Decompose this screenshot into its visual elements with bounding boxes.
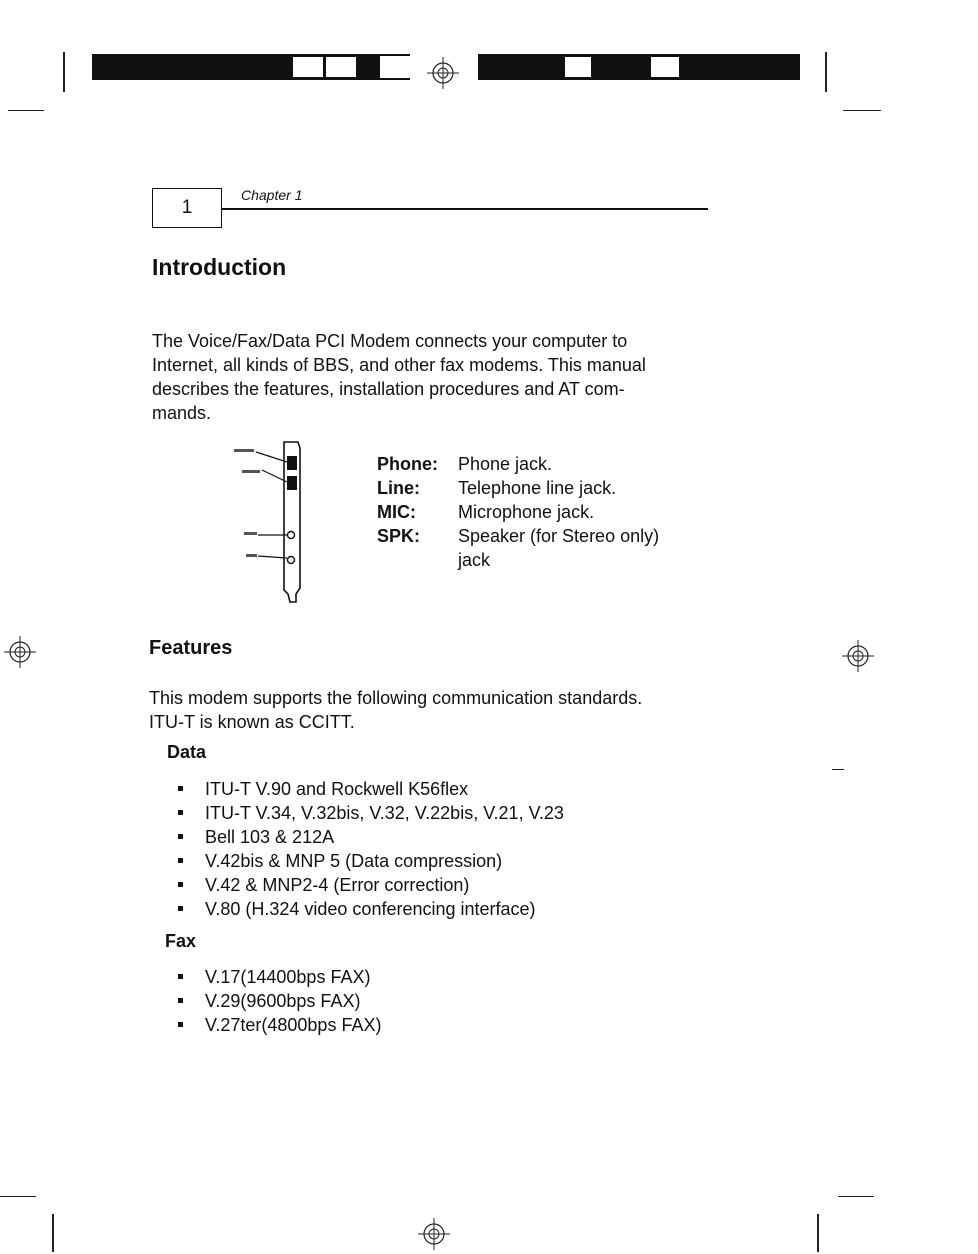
color-bar-left [92, 54, 410, 80]
jack-descriptions [377, 452, 688, 572]
crop-mark-left-upper [8, 110, 44, 111]
jack-key: Phone: [377, 454, 438, 474]
data-standards-list [178, 777, 564, 921]
chapter-number-box [152, 188, 222, 228]
features-heading: Features [149, 637, 233, 659]
intro-line: describes the features, installation procedures and AT com- [152, 379, 625, 399]
introduction-heading: Introduction [152, 254, 287, 280]
features-paragraph [149, 686, 642, 734]
list-item: V.17(14400bps FAX) [178, 965, 381, 989]
crop-mark-bottom-left [52, 1214, 54, 1252]
intro-line: The Voice/Fax/Data PCI Modem connects your computer to [152, 331, 628, 351]
modem-bracket-illustration [228, 440, 318, 611]
jack-value: Telephone line jack. [458, 478, 617, 498]
list-item: V.80 (H.324 video conferencing interface) [178, 897, 564, 921]
jack-key: SPK: [377, 526, 421, 546]
chapter-number: 1 [181, 197, 193, 218]
jack-row-mic [377, 500, 688, 524]
intro-line: Internet, all kinds of BBS, and other fax modems. This manual [152, 355, 646, 375]
crop-mark-right-lower [838, 1196, 874, 1197]
registration-mark-top-icon [425, 55, 461, 91]
jack-value: Phone jack. [458, 454, 553, 474]
registration-mark-bottom-icon [416, 1216, 452, 1252]
jack-row-spk [377, 524, 688, 572]
jack-row-phone [377, 452, 688, 476]
registration-mark-left-icon [2, 634, 38, 670]
features-line: ITU-T is known as CCITT. [149, 712, 355, 732]
crop-mark-top-left [63, 52, 65, 92]
intro-paragraph [152, 329, 646, 425]
fax-standards-list [178, 965, 381, 1037]
fax-heading: Fax [165, 931, 197, 951]
registration-mark-right-icon [840, 638, 876, 674]
jack-row-line [377, 476, 688, 500]
list-item: ITU-T V.90 and Rockwell K56flex [178, 777, 564, 801]
data-heading: Data [167, 742, 207, 762]
jack-key: Line: [377, 478, 420, 498]
chapter-rule [222, 208, 708, 210]
jack-value: Microphone jack. [458, 502, 595, 522]
list-item: Bell 103 & 212A [178, 825, 564, 849]
list-item: V.29(9600bps FAX) [178, 989, 381, 1013]
list-item: V.27ter(4800bps FAX) [178, 1013, 381, 1037]
crop-mark-left-lower [0, 1196, 36, 1197]
chapter-label: Chapter 1 [241, 187, 303, 203]
jack-value: Speaker (for Stereo only) jack [458, 526, 660, 570]
jack-key: MIC: [377, 502, 416, 522]
tick-mark-right [832, 769, 844, 770]
list-item: V.42bis & MNP 5 (Data compression) [178, 849, 564, 873]
intro-line: mands. [152, 403, 212, 423]
features-line: This modem supports the following communication standards. [149, 688, 643, 708]
list-item: ITU-T V.34, V.32bis, V.32, V.22bis, V.21, V.23 [178, 801, 564, 825]
crop-mark-right-upper [843, 110, 881, 111]
crop-mark-bottom-right [817, 1214, 819, 1252]
crop-mark-top-right [825, 52, 827, 92]
list-item: V.42 & MNP2-4 (Error correction) [178, 873, 564, 897]
color-bar-right [478, 54, 800, 80]
